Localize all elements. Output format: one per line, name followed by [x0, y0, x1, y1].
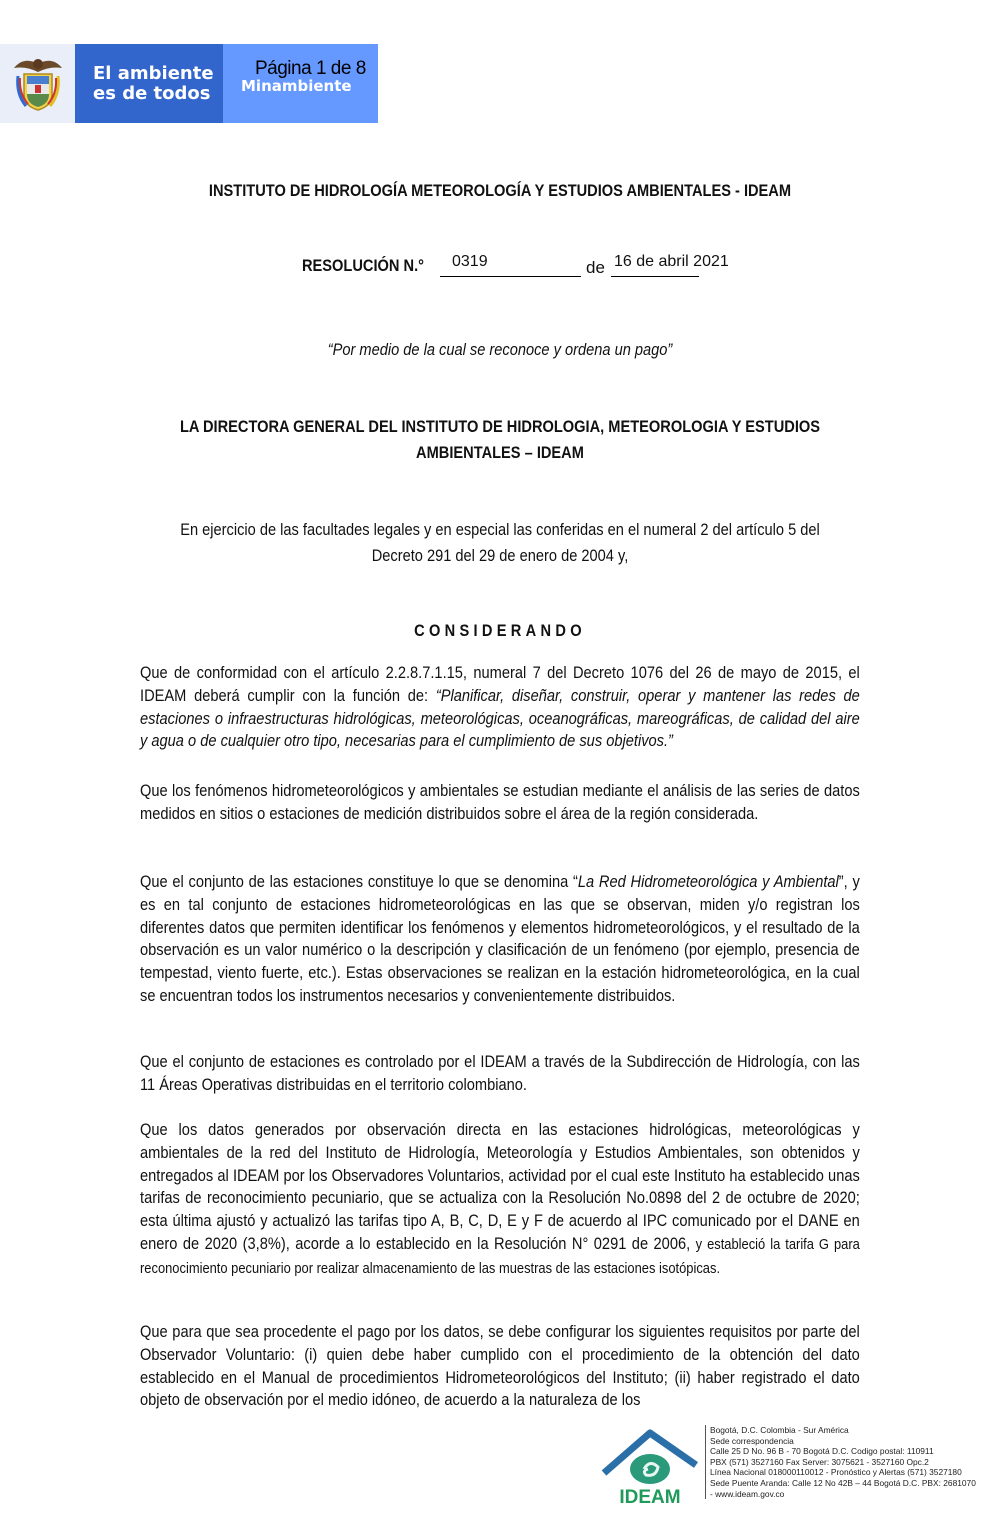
- website-link[interactable]: - www.ideam.gov.co: [710, 1488, 785, 1499]
- institute-title: INSTITUTO DE HIDROLOGÍA METEOROLOGÍA Y ESTUDIOS AMBIENTALES - IDEAM: [208, 181, 792, 200]
- colombia-coat-of-arms-icon: [0, 44, 75, 123]
- paragraph-1: Que de conformidad con el artículo 2.2.8.7.1.15, numeral 7 del Decreto 1076 del 26 de mayo de 2015, el IDEAM deberá cumplir con la función de: “Planificar, diseñar, construir, operar y mantener las redes de estaciones o infraestructuras hidrológicas, meteorológicas, oceanográficas, mareográficas, de calidad del aire y agua o de cualquier otro tipo, necesarias para el cumplimiento de sus objetivos.”: [140, 663, 860, 751]
- director-heading: LA DIRECTORA GENERAL DEL INSTITUTO DE HIDROLOGIA, METEOROLOGIA Y ESTUDIOS AMBIENTALES – IDEAM: [179, 417, 821, 462]
- date-connector: de: [586, 258, 605, 277]
- ministry-block: [223, 44, 378, 123]
- resolution-motto: “Por medio de la cual se reconoce y ordena un pago”: [327, 340, 673, 359]
- paragraph-4: Que el conjunto de estaciones es controlado por el IDEAM a través de la Subdirección de Hidrología, con las 11 Áreas Operativas distribuidas en el territorio colombiano.: [140, 1052, 860, 1094]
- ministry-name: Minambiente: [241, 77, 352, 95]
- resolution-line: [302, 256, 444, 276]
- slogan-line-2: es de todos: [93, 82, 211, 104]
- header-banner: [0, 44, 378, 123]
- page-indicator: Página 1 de 8: [255, 58, 366, 79]
- paragraph-5: Que los datos generados por observación directa en las estaciones hidrológicas, meteorológicas y ambientales de la red del Instituto de Hidrología, Meteorología y Estudios Ambientales, son obtenidos y entregados al IDEAM por los Observadores Voluntarios, actividad por el cual este Instituto ha establecido unas tarifas de reconocimiento pecuniario, que se actualiza con la Resolución No.0898 del 2 de octubre de 2020; esta última ajustó y actualizó las tarifas tipo A, B, C, D, E y F de acuerdo al IPC comunicado por el DANE en enero de 2020 (3,8%), acorde a lo establecido en la Resolución N° 0291 de 2006, y estableció la tarifa G para reconocimiento pecuniario por realizar almacenamiento de las muestras de las estaciones isotópicas.: [140, 1120, 860, 1277]
- paragraph-6: Que para que sea procedente el pago por los datos, se debe configurar los siguientes requisitos por parte del Observador Voluntario: (i) quien debe haber cumplido con el procedimiento de la obtención del dato establecido en el Manual de procedimientos Hidrometeorológicos del Instituto; (ii) haber registrado el dato objeto de observación por el medio idóneo, de acuerdo a la naturaleza de los: [140, 1322, 860, 1410]
- svg-text:IDEAM: IDEAM: [619, 1487, 681, 1507]
- resolution-number: 0319: [452, 253, 488, 270]
- resolution-date-underline: [611, 276, 699, 277]
- footer-address: Bogotá, D.C. Colombia - Sur América Sede correspondencia Calle 25 D No. 96 B - 70 Bogotá D.C. Codigo postal: 110911 PBX (571) 3527160 Fax Server: 3075621 - 3527160 Opc.2 Línea Nacional 018000110012 - Pronóstico y Alertas (571) 3527180 Sede Puente Aranda: Calle 12 No 42B – 44 Bogotá D.C. PBX: 2681070 - www.ideam.gov.co: [705, 1425, 980, 1499]
- paragraph-3: Que el conjunto de las estaciones constituye lo que se denomina “La Red Hidrometeorológica y Ambiental”, y es en tal conjunto de estaciones hidrometeorológicas en las que se observan, miden y/o registran los diferentes datos que permiten identificar los fenómenos y elementos hidrometeorológicos, y el resultado de la observación es un valor numérico o la descripción y clasificación de un fenómeno (por ejemplo, presencia de tempestad, viento fuerte, etc.). Estas observaciones se realizan en la estación hidrometeorológica, en la cual se encuentran todos los instrumentos necesarios y convenientemente distribuidos.: [140, 872, 860, 1005]
- resolution-label: RESOLUCIÓN N.°: [302, 256, 425, 275]
- quoted-function: “Planificar, diseñar, construir, operar y mantener las redes de estaciones o infraestructuras hidrológicas, meteorológicas, oceanográficas, mareográficas, de calidad del aire y agua o de cualquier otro tipo, necesarias para el cumplimiento de sus objetivos.”: [140, 685, 860, 751]
- resolution-number-underline: [440, 276, 581, 277]
- slogan-line-1: El ambiente: [93, 62, 214, 84]
- resolution-date: 16 de abril 2021: [614, 253, 729, 270]
- ideam-logo-icon: [600, 1425, 700, 1507]
- ideam-logo: [600, 1425, 700, 1507]
- slogan: [75, 44, 223, 123]
- legal-powers: En ejercicio de las facultades legales y en especial las conferidas en el numeral 2 del artículo 5 del Decreto 291 del 29 de enero de 2004 y,: [180, 520, 820, 565]
- paragraph-2: Que los fenómenos hidrometeorológicos y ambientales se estudian mediante el análisis de las series de datos medidos en sitios o estaciones de medición distribuidos sobre el área de la región considerada.: [140, 781, 860, 823]
- considerando-heading: CONSIDERANDO: [414, 621, 586, 640]
